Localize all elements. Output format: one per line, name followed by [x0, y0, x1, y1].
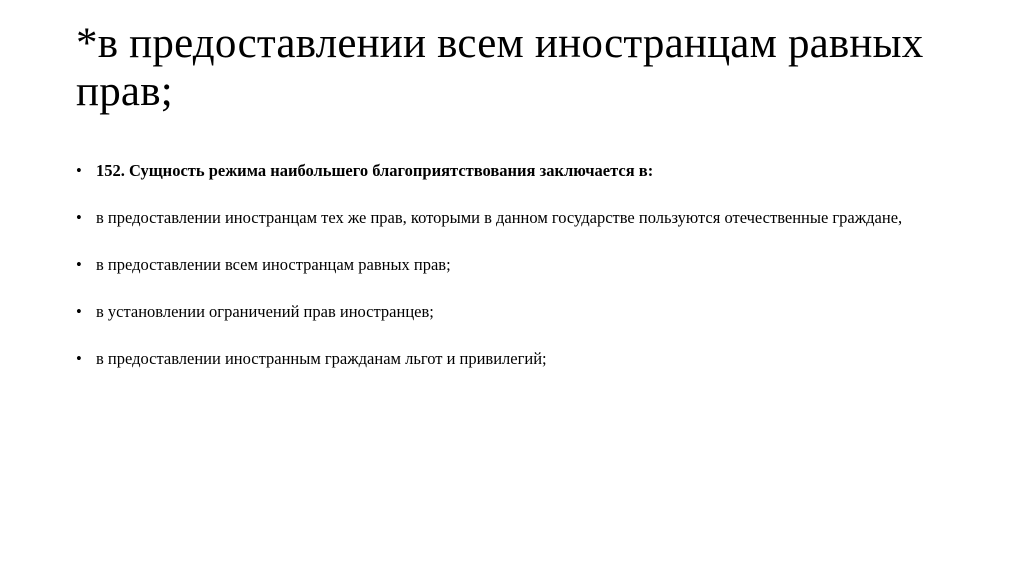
bullet-icon: •: [76, 255, 82, 274]
bullet-list: [76, 158, 946, 393]
question-text: 152. Сущность режима наибольшего благоприятствования заключается в:: [96, 161, 654, 180]
bullet-icon: •: [76, 349, 82, 368]
answer-option-text: в предоставлении иностранным гражданам льгот и привилегий;: [96, 349, 547, 368]
answer-option-3: [76, 299, 946, 325]
bullet-icon: •: [76, 208, 82, 227]
answer-option-1: [76, 205, 946, 231]
question-item: [76, 158, 946, 184]
answer-option-text: в предоставлении иностранцам тех же прав, которыми в данном государстве пользуются отечественные граждане,: [96, 208, 903, 227]
answer-option-text: в предоставлении всем иностранцам равных прав;: [96, 255, 451, 274]
bullet-icon: •: [76, 302, 82, 321]
bullet-icon: •: [76, 161, 82, 180]
answer-option-text: в установлении ограничений прав иностранцев;: [96, 302, 434, 321]
answer-option-4: [76, 346, 946, 372]
answer-option-2: [76, 252, 946, 278]
slide-title: *в предоставлении всем иностранцам равных прав;: [76, 20, 924, 115]
